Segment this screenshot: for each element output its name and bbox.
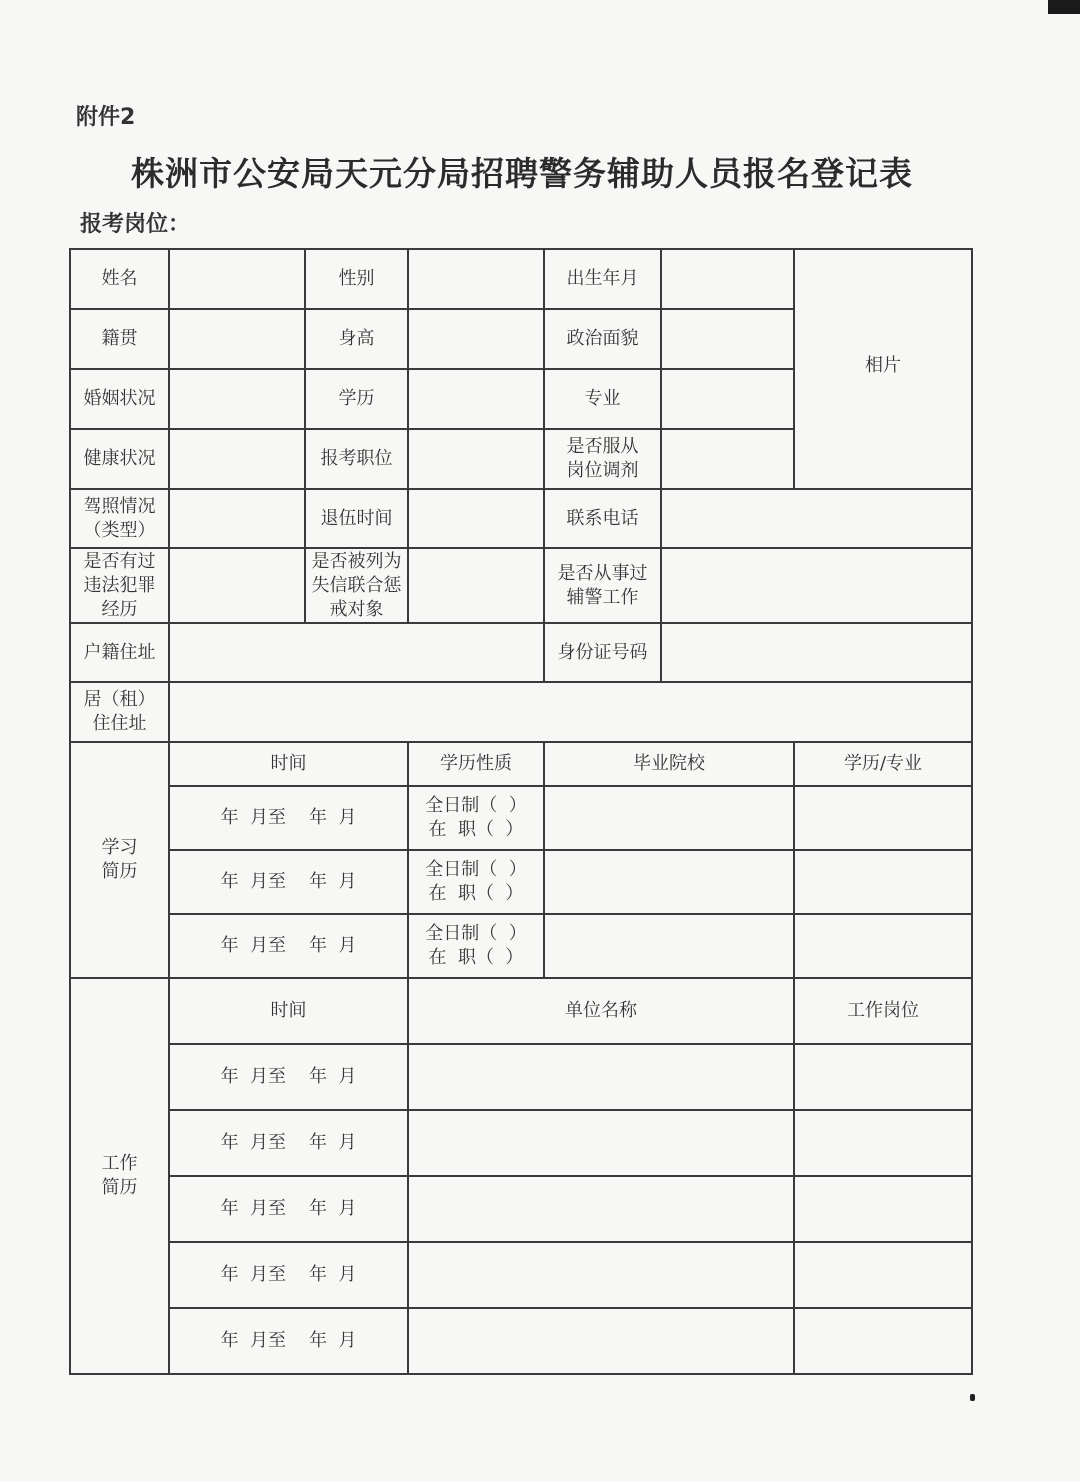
work-time: 年 月至 年 月 <box>169 1044 408 1110</box>
study-nature[interactable]: 全日制（ ） 在 职（ ） <box>408 914 544 978</box>
study-degree[interactable] <box>794 850 972 914</box>
table-row <box>70 786 972 850</box>
work-time: 年 月至 年 月 <box>169 1176 408 1242</box>
attachment-label: 附件2 <box>76 105 136 130</box>
work-header-time: 时间 <box>169 978 408 1044</box>
field-native[interactable] <box>169 309 305 369</box>
work-header-post: 工作岗位 <box>794 978 972 1044</box>
study-time: 年 月至 年 月 <box>169 914 408 978</box>
field-retire[interactable] <box>408 489 544 548</box>
work-unit[interactable] <box>408 1176 794 1242</box>
field-post[interactable] <box>408 429 544 489</box>
label-hukou: 户籍住址 <box>70 623 169 682</box>
study-school[interactable] <box>544 914 794 978</box>
field-major[interactable] <box>661 369 794 429</box>
study-header-nature: 学历性质 <box>408 742 544 786</box>
work-post[interactable] <box>794 1176 972 1242</box>
study-time: 年 月至 年 月 <box>169 786 408 850</box>
work-time: 年 月至 年 月 <box>169 1242 408 1308</box>
work-unit[interactable] <box>408 1110 794 1176</box>
field-phone[interactable] <box>661 489 972 548</box>
label-obey: 是否服从 岗位调剂 <box>544 429 661 489</box>
study-nature[interactable]: 全日制（ ） 在 职（ ） <box>408 850 544 914</box>
label-idcard: 身份证号码 <box>544 623 661 682</box>
section-work: 工作 简历 <box>70 978 169 1374</box>
work-unit[interactable] <box>408 1044 794 1110</box>
table-row <box>70 914 972 978</box>
study-header-degree: 学历/专业 <box>794 742 972 786</box>
scan-dot-mark <box>970 1394 975 1401</box>
label-photo: 相片 <box>865 355 901 376</box>
field-dishonest[interactable] <box>408 548 544 623</box>
registration-form-table <box>69 248 973 1375</box>
label-major: 专业 <box>544 369 661 429</box>
label-license: 驾照情况 （类型） <box>70 489 169 548</box>
photo-box[interactable] <box>794 249 972 489</box>
study-degree[interactable] <box>794 914 972 978</box>
label-phone: 联系电话 <box>544 489 661 548</box>
form-title: 株洲市公安局天元分局招聘警务辅助人员报名登记表 <box>131 154 913 193</box>
label-health: 健康状况 <box>70 429 169 489</box>
field-hukou[interactable] <box>169 623 544 682</box>
field-license[interactable] <box>169 489 305 548</box>
work-header-unit: 单位名称 <box>408 978 794 1044</box>
field-education[interactable] <box>408 369 544 429</box>
field-idcard[interactable] <box>661 623 972 682</box>
field-aux[interactable] <box>661 548 972 623</box>
work-post[interactable] <box>794 1110 972 1176</box>
field-gender[interactable] <box>408 249 544 309</box>
table-row <box>70 850 972 914</box>
study-time: 年 月至 年 月 <box>169 850 408 914</box>
label-dishonest: 是否被列为 失信联合惩 戒对象 <box>305 548 408 623</box>
field-height[interactable] <box>408 309 544 369</box>
table-row <box>70 1242 972 1308</box>
study-school[interactable] <box>544 850 794 914</box>
work-post[interactable] <box>794 1044 972 1110</box>
study-header-time: 时间 <box>169 742 408 786</box>
field-name[interactable] <box>169 249 305 309</box>
apply-post-label: 报考岗位： <box>80 212 191 237</box>
label-politics: 政治面貌 <box>544 309 661 369</box>
work-time: 年 月至 年 月 <box>169 1308 408 1374</box>
work-unit[interactable] <box>408 1242 794 1308</box>
page-corner-mark <box>1048 0 1080 14</box>
field-residence[interactable] <box>169 682 972 742</box>
field-birth[interactable] <box>661 249 794 309</box>
label-birth: 出生年月 <box>544 249 661 309</box>
work-unit[interactable] <box>408 1308 794 1374</box>
field-obey[interactable] <box>661 429 794 489</box>
label-native: 籍贯 <box>70 309 169 369</box>
study-school[interactable] <box>544 786 794 850</box>
field-health[interactable] <box>169 429 305 489</box>
table-row <box>70 1176 972 1242</box>
field-marital[interactable] <box>169 369 305 429</box>
work-post[interactable] <box>794 1308 972 1374</box>
field-crime[interactable] <box>169 548 305 623</box>
label-crime: 是否有过 违法犯罪 经历 <box>70 548 169 623</box>
label-gender: 性别 <box>305 249 408 309</box>
label-aux: 是否从事过 辅警工作 <box>544 548 661 623</box>
label-height: 身高 <box>305 309 408 369</box>
study-degree[interactable] <box>794 786 972 850</box>
section-study: 学习 简历 <box>70 742 169 978</box>
label-residence: 居（租） 住住址 <box>70 682 169 742</box>
table-row <box>70 1110 972 1176</box>
label-name: 姓名 <box>70 249 169 309</box>
study-header-school: 毕业院校 <box>544 742 794 786</box>
label-post: 报考职位 <box>305 429 408 489</box>
work-time: 年 月至 年 月 <box>169 1110 408 1176</box>
field-politics[interactable] <box>661 309 794 369</box>
table-row <box>70 1308 972 1374</box>
label-retire: 退伍时间 <box>305 489 408 548</box>
label-marital: 婚姻状况 <box>70 369 169 429</box>
table-row <box>70 1044 972 1110</box>
work-post[interactable] <box>794 1242 972 1308</box>
label-education: 学历 <box>305 369 408 429</box>
study-nature[interactable]: 全日制（ ） 在 职（ ） <box>408 786 544 850</box>
